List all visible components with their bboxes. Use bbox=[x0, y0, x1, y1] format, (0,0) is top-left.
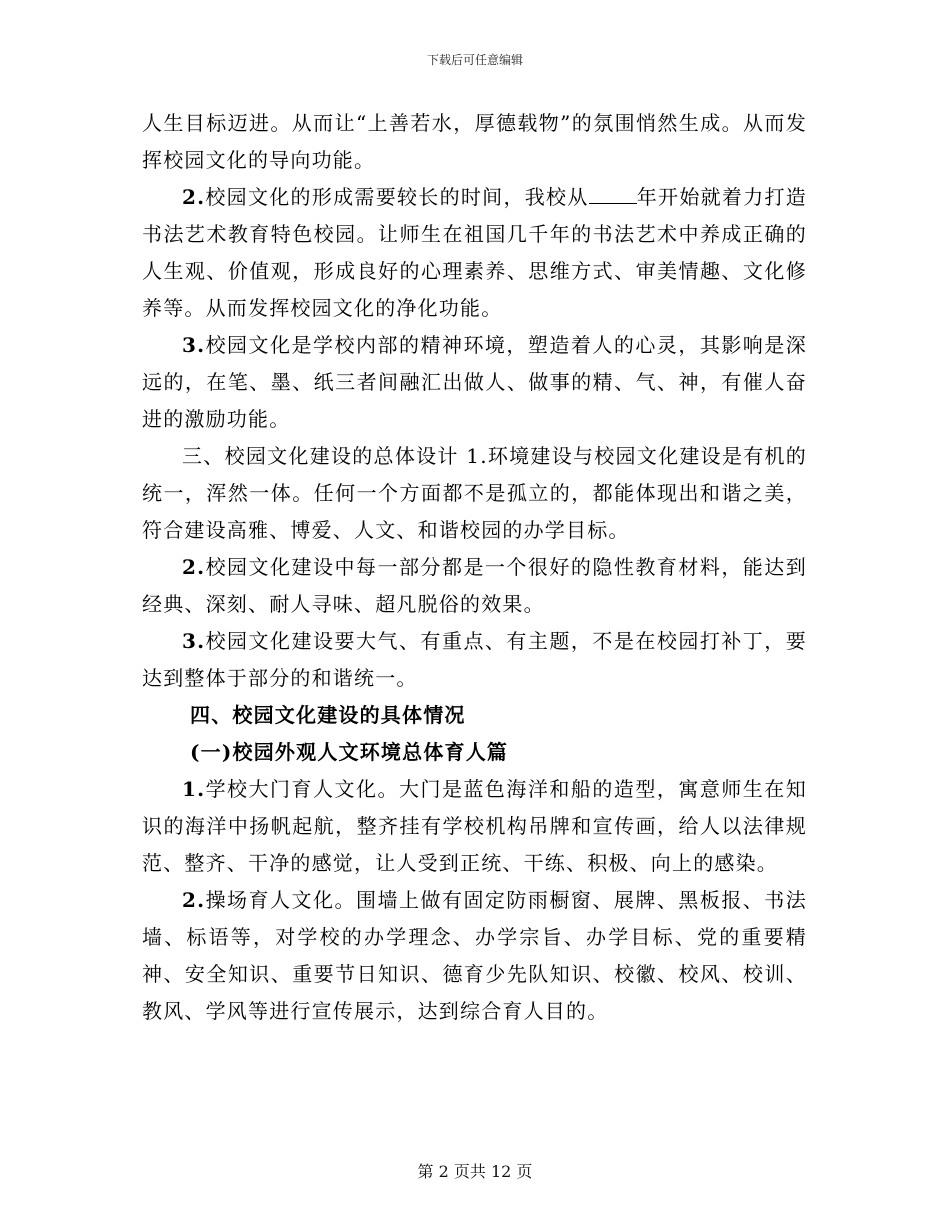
paragraph-overall-design: 三、校园文化建设的总体设计 1.环境建设与校园文化建设是有机的统一，浑然一体。任何一个方面都不是孤立的，都能体现出和谐之美，符合建设高雅、博爱、人文、和谐校园的办学目标。 bbox=[142, 444, 807, 542]
paragraph-text: 年开始就着力打造书法艺术教育特色校园。让师生在祖国几千年的书法艺术中养成正确的人生观、价值观，形成良好的心理素养、思维方式、审美情趣、文化修养等。从而发挥校园文化的净化功能。 bbox=[142, 185, 807, 320]
item-number: 3. bbox=[182, 333, 206, 357]
item-number: 1. bbox=[182, 777, 206, 801]
paragraph-design-item-3 bbox=[142, 623, 807, 697]
paragraph-playground-culture bbox=[142, 882, 807, 1030]
page-number-footer: 第 2 页共 12 页 bbox=[417, 1162, 533, 1181]
paragraph-text: 校园文化建设要大气、有重点、有主题，不是在校园打补丁，要达到整体于部分的和谐统一。 bbox=[142, 629, 807, 690]
paragraph-text: 校园文化建设中每一部分都是一个很好的隐性教育材料，能达到经典、深刻、耐人寻味、超凡脱俗的效果。 bbox=[142, 555, 807, 616]
document-body bbox=[142, 105, 807, 1030]
page-header-note: 下载后可任意编辑 bbox=[426, 53, 523, 67]
paragraph-text: 校园文化是学校内部的精神环境，塑造着人的心灵，其影响是深远的，在笔、墨、纸三者间融汇出做人、做事的精、气、神，有催人奋进的激励功能。 bbox=[142, 333, 807, 431]
section-heading: 四、校园文化建设的具体情况 bbox=[190, 703, 466, 727]
paragraph-text: 操场育人文化。围墙上做有固定防雨橱窗、展牌、黑板报、书法墙、标语等，对学校的办学理念、办学宗旨、办学目标、党的重要精神、安全知识、重要节日知识、德育少先队知识、校徽、校风、校训、教风、学风等进行宣传展示，达到综合育人目的。 bbox=[142, 888, 807, 1023]
fill-in-blank bbox=[589, 185, 637, 204]
paragraph-text: 校园文化的形成需要较长的时间，我校从 bbox=[205, 185, 589, 209]
paragraph-continuation: 人生目标迈进。从而让“上善若水，厚德载物”的氛围悄然生成。从而发挥校园文化的导向功能。 bbox=[142, 111, 807, 172]
item-number: 3. bbox=[182, 629, 206, 653]
paragraph-item-2 bbox=[142, 179, 807, 327]
item-number: 2. bbox=[182, 888, 206, 912]
paragraph-item-3 bbox=[142, 327, 807, 438]
paragraph-gate-culture bbox=[142, 771, 807, 882]
item-number: 2. bbox=[182, 185, 206, 209]
item-number: 2. bbox=[182, 555, 206, 579]
paragraph-text: 学校大门育人文化。大门是蓝色海洋和船的造型，寓意师生在知识的海洋中扬帆起航，整齐挂有学校机构吊牌和宣传画，给人以法律规范、整齐、干净的感觉，让人受到正统、干练、积极、向上的感染。 bbox=[142, 777, 807, 875]
subsection-heading: (一)校园外观人文环境总体育人篇 bbox=[190, 740, 509, 764]
paragraph-design-item-2 bbox=[142, 549, 807, 623]
